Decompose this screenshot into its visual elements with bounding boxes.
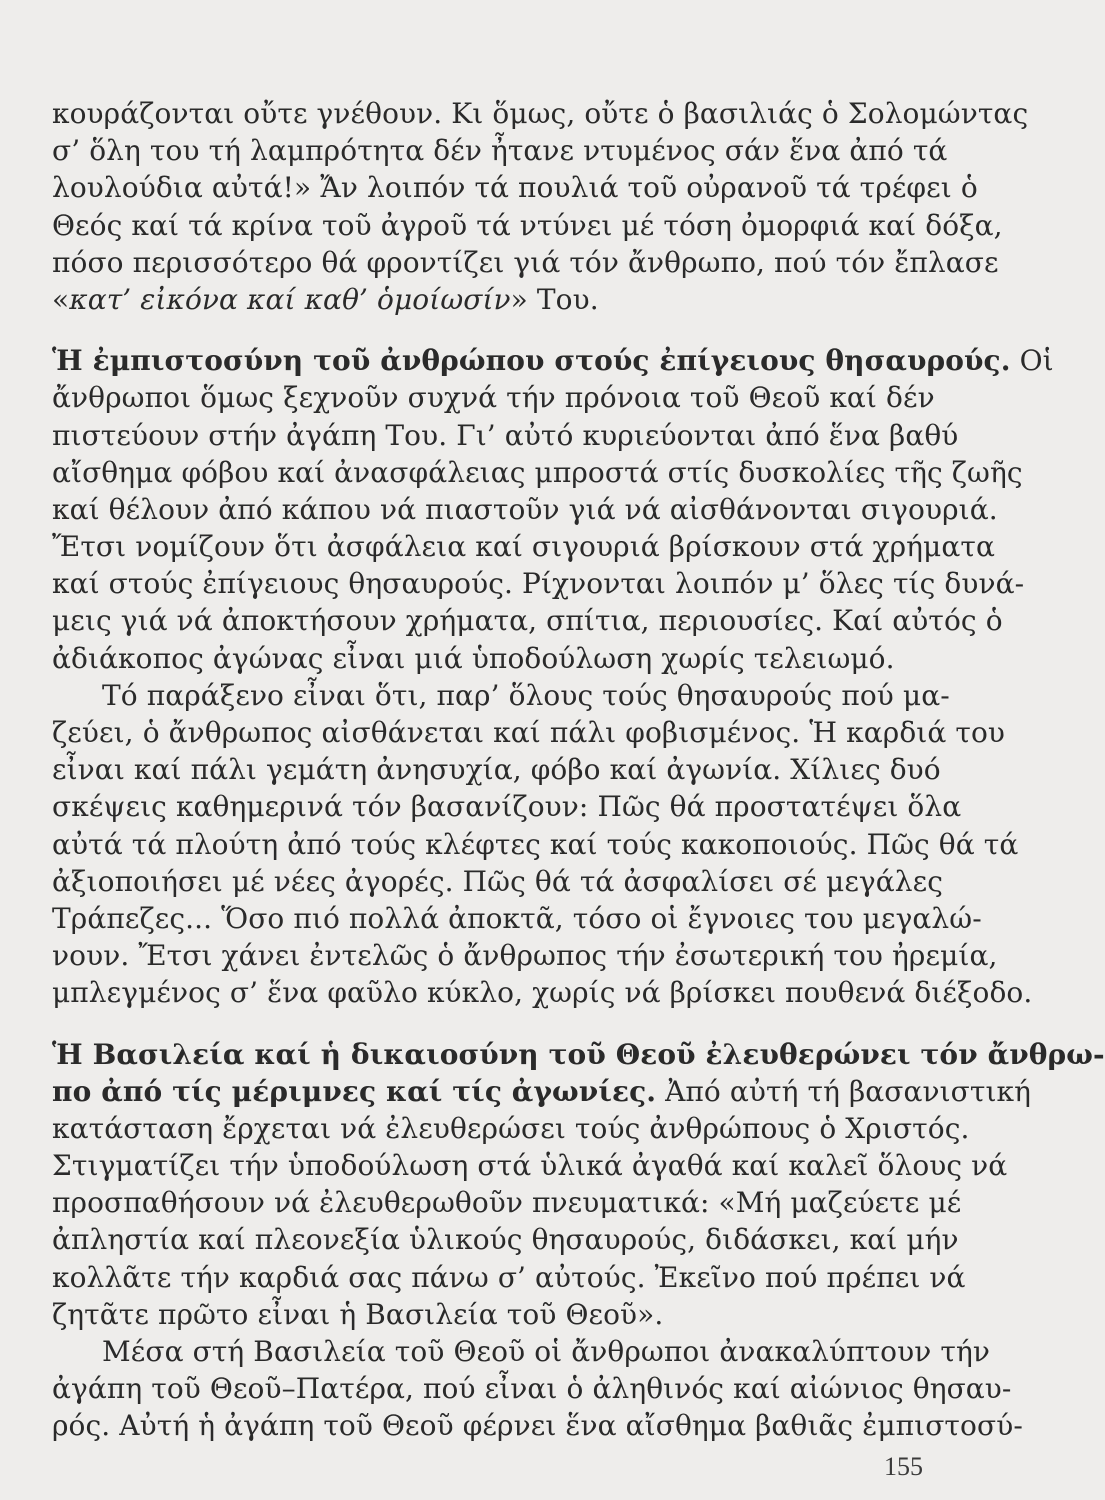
text-line: Θεός καί τά κρίνα τοῦ ἀγροῦ τά ντύνει μέ τόση ὀμορφιά καί δόξα, xyxy=(52,208,1003,242)
text-line: ἀξιοποιήσει μέ νέες ἀγορές. Πῶς θά τά ἀσφαλίσει σέ μεγάλες xyxy=(52,864,943,898)
text-line: Μέσα στή Βασιλεία τοῦ Θεοῦ οἱ ἄνθρωποι ἀνακαλύπτουν τήν xyxy=(102,1335,990,1368)
text-line: λουλούδια αὐτά!» Ἄν λοιπόν τά πουλιά τοῦ οὐρανοῦ τά τρέφει ὁ xyxy=(52,171,978,205)
section-heading: πο ἀπό τίς μέριμνες καί τίς ἀγωνίες. xyxy=(52,1074,657,1108)
text-line: ζεύει, ὁ ἄνθρωπος αἰσθάνεται καί πάλι φοβισμένος. Ἡ καρδιά του xyxy=(52,716,1006,749)
quote-close: » Του. xyxy=(510,282,599,316)
text-line: κατάσταση ἔρχεται νά ἐλευθερώσει τούς ἀνθρώπους ὁ Χριστός. xyxy=(52,1111,970,1145)
text-line: κολλᾶτε τήν καρδιά σας πάνω σ’ αὐτούς. Ἐκεῖνο πού πρέπει νά xyxy=(52,1260,966,1294)
text-line: Τό παράξενο εἶναι ὅτι, παρ’ ὅλους τούς θησαυρούς πού μα- xyxy=(102,678,950,712)
text-line: ἀγάπη τοῦ Θεοῦ–Πατέρα, πού εἶναι ὁ ἀληθινός καί αἰώνιος θησαυ- xyxy=(52,1372,1012,1406)
text-line: μεις γιά νά ἀποκτήσουν χρήματα, σπίτια, περιουσίες. Καί αὐτός ὁ xyxy=(52,604,1003,638)
heading-tail: Οἱ xyxy=(1010,344,1054,378)
text-line xyxy=(52,342,1054,379)
text-line: σ’ ὅλη του τή λαμπρότητα δέν ἦτανε ντυμένος σάν ἕνα ἀπό τά xyxy=(52,134,948,168)
text-line: αἴσθημα φόβου καί ἀνασφάλειας μπροστά στίς δυσκολίες τῆς ζωῆς xyxy=(52,455,1023,489)
paragraph-3 xyxy=(52,677,1033,1012)
paragraph-2 xyxy=(52,342,1054,677)
section-heading: Ἡ Βασιλεία καί ἡ δικαιοσύνη τοῦ Θεοῦ ἐλευθερώνει τόν ἄνθρω- xyxy=(52,1037,1105,1071)
paragraph-1 xyxy=(52,95,1029,318)
text-line: προσπαθήσουν νά ἐλευθερωθοῦν πνευματικά: «Μή μαζεύετε μέ xyxy=(52,1186,962,1220)
italic-quote: κατ’ εἰκόνα καί καθ’ ὁμοίωσίν xyxy=(69,282,511,316)
text-line: αὐτά τά πλούτη ἀπό τούς κλέφτες καί τούς κακοποιούς. Πῶς θά τά xyxy=(52,827,1019,861)
text-line: ἀδιάκοπος ἀγώνας εἶναι μιά ὑποδούλωση χωρίς τελειωμό. xyxy=(52,641,895,675)
text-line: Τράπεζες... Ὅσο πιό πολλά ἀποκτᾶ, τόσο οἱ ἔγνοιες του μεγαλώ- xyxy=(52,901,982,935)
text-line: Ἔτσι νομίζουν ὅτι ἀσφάλεια καί σιγουριά βρίσκουν στά χρήματα xyxy=(52,530,995,564)
paragraph-4 xyxy=(52,1036,1105,1334)
page-body xyxy=(52,95,1105,1445)
quote-open: « xyxy=(52,282,70,316)
text-line: νουν. Ἔτσι χάνει ἐντελῶς ὁ ἄνθρωπος τήν ἐσωτερική του ἠρεμία, xyxy=(52,939,998,973)
text-line: καί στούς ἐπίγειους θησαυρούς. Ρίχνονται λοιπόν μ’ ὅλες τίς δυνά- xyxy=(52,567,1025,601)
text-line: εἶναι καί πάλι γεμάτη ἀνησυχία, φόβο καί ἀγωνία. Χίλιες δυό xyxy=(52,753,941,787)
text-line xyxy=(52,281,934,318)
text-line: κουράζονται οὔτε γνέθουν. Κι ὅμως, οὔτε ὁ βασιλιάς ὁ Σολομώντας xyxy=(52,97,1029,130)
text-line: καί θέλουν ἀπό κάπου νά πιαστοῦν γιά νά αἰσθάνονται σιγουριά. xyxy=(52,492,998,526)
text-line: ἄνθρωποι ὅμως ξεχνοῦν συχνά τήν πρόνοια τοῦ Θεοῦ καί δέν xyxy=(52,381,935,415)
text-line: ζητᾶτε πρῶτο εἶναι ἡ Βασιλεία τοῦ Θεοῦ». xyxy=(52,1297,664,1331)
text-line: πόσο περισσότερο θά φροντίζει γιά τόν ἄνθρωπο, πού τόν ἔπλασε xyxy=(52,245,999,279)
page-number: 155 xyxy=(884,1452,923,1481)
text-line: πιστεύουν στήν ἀγάπη Του. Γι’ αὐτό κυριεύονται ἀπό ἕνα βαθύ xyxy=(52,418,959,452)
paragraph-5 xyxy=(52,1333,1023,1445)
text-line: σκέψεις καθημερινά τόν βασανίζουν: Πῶς θά προστατέψει ὅλα xyxy=(52,790,962,824)
text-line xyxy=(52,1073,1032,1110)
text-line: ρός. Αὐτή ἡ ἀγάπη τοῦ Θεοῦ φέρνει ἕνα αἴσθημα βαθιᾶς ἐμπιστοσύ- xyxy=(52,1409,1023,1443)
text-line: ἀπληστία καί πλεονεξία ὑλικούς θησαυρούς, διδάσκει, καί μήν xyxy=(52,1223,959,1257)
section-heading: Ἡ ἐμπιστοσύνη τοῦ ἀνθρώπου στούς ἐπίγειους θησαυρούς. xyxy=(52,344,1011,378)
heading-tail: Ἀπό αὐτή τή βασανιστική xyxy=(656,1074,1032,1108)
text-line: Στιγματίζει τήν ὑποδούλωση στά ὑλικά ἀγαθά καί καλεῖ ὅλους νά xyxy=(52,1149,1008,1183)
text-line: μπλεγμένος σ’ ἕνα φαῦλο κύκλο, χωρίς νά βρίσκει πουθενά διέξοδο. xyxy=(52,976,1033,1010)
